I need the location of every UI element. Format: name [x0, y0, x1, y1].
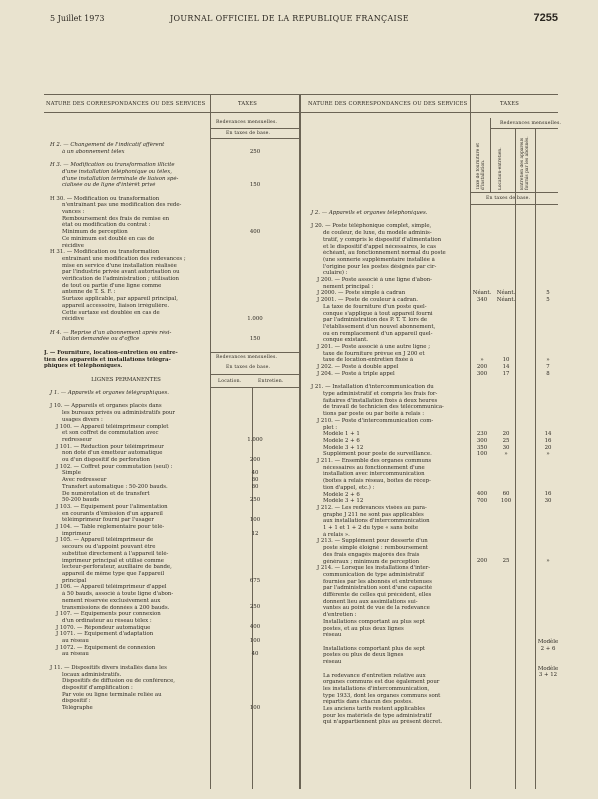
text-line: Installations comportant au plus sept [323, 618, 425, 625]
tax-value: » [546, 451, 550, 458]
text-line: locaux administratifs. [62, 671, 122, 678]
tax-value: 5 [546, 290, 550, 297]
text-line: Télégraphe [62, 705, 93, 712]
tax-value: 25 [502, 558, 510, 565]
text-line: postes, et au plus deux lignes [323, 625, 404, 632]
text-line: par l'administration des P. T. T. lors de [323, 317, 428, 324]
tax-value: 80 [251, 483, 259, 490]
text-line: principal [62, 577, 87, 584]
text-line [44, 658, 208, 665]
text-line: J 102. — Coffret pour commutation (seul) : [56, 463, 173, 470]
text-line: J 211. — Ensemble des organes communs [317, 458, 432, 465]
text-line: à 50 bauds, associé à toute ligne d'abon- [62, 591, 174, 598]
text-line: De numérotation et de transfert [62, 490, 150, 497]
text-line: J 1. — Appareils et organes télégraphiques. [50, 390, 169, 397]
text-line: des frais engagés majorés des frais [323, 551, 420, 558]
text-line: d'un ordinateur au réseau télex : [62, 617, 152, 624]
text-line: l'origine pour les postes désignés par cir- [323, 263, 437, 270]
text-line: J 2. — Appareils et organes téléphoniques. [311, 210, 428, 216]
text-line: récidive [62, 242, 84, 249]
right-redevances-label: Redevances mensuelles. [500, 121, 562, 126]
text-line: plet : [323, 424, 338, 431]
text-line: J 106. — Appareil téléimprimeur d'appel [56, 584, 167, 591]
left-taxes-divider [210, 95, 211, 789]
text-line: J 21. — Installation d'intercommunication du [311, 384, 434, 391]
text-line [44, 323, 208, 330]
text-line: d'entretien : [323, 612, 357, 619]
text-line: conque s'applique à tout appareil fourni [323, 310, 433, 317]
text-line [44, 383, 208, 390]
text-line [44, 155, 208, 162]
tax-value: 100 [249, 704, 261, 711]
text-line: J 20. — Poste téléphonique complet, simple, [311, 223, 432, 230]
text-line: H 30. — Modification ou transformation [50, 195, 160, 202]
text-line: réseau [323, 659, 342, 666]
text-line: de couleur, de luxe, du modèle adminis- [323, 230, 432, 237]
text-line [305, 639, 469, 646]
text-line: liation demandée ou d'office [62, 336, 140, 343]
text-line [44, 189, 208, 196]
text-line: phiques et téléphoniques. [44, 363, 123, 370]
text-line: 50-200 bauds [62, 497, 100, 504]
text-line: téléimprimeur fourni par l'usager [62, 517, 154, 524]
tax-value: 200 [476, 364, 488, 371]
tax-value: 340 [476, 297, 488, 304]
text-line: type administratif et compris les frais for- [323, 390, 438, 397]
text-line: Cette surtaxe est doublée en cas de [62, 309, 160, 316]
tax-value: 200 [249, 456, 261, 463]
tax-value: 16 [544, 437, 552, 444]
entretien-label: Entretien. [258, 379, 284, 384]
text-line: taxe de location-entretien fixée à [323, 357, 414, 364]
tax-value: 250 [249, 497, 261, 504]
text-line: usages divers : [62, 416, 103, 423]
tax-value: 400 [249, 229, 261, 236]
text-line: ou en remplacement d'un appareil quel- [323, 330, 433, 337]
location-entretien-header: Location-entretien. [498, 147, 503, 190]
text-line: Transfert automatique : 50-200 bauds. [62, 483, 168, 490]
text-line [44, 397, 208, 404]
text-line: faitaires d'installation fixés à deux heures [323, 397, 438, 404]
right-col-nature-header: NATURE DES CORRESPONDANCES OU DES SERVICES [308, 101, 468, 107]
table-top-rule [44, 94, 558, 95]
text-line: antenne de T. S. F. : [62, 289, 116, 296]
tax-value: 40 [251, 470, 259, 477]
text-line: J 100. — Appareil téléimprimeur complet [56, 423, 169, 430]
text-line: généraux ; minimum de perception [323, 558, 420, 565]
text-line: différente de celles qui précèdent, elles [323, 592, 432, 599]
text-line: LIGNES PERMANENTES [91, 376, 161, 383]
page-header [50, 14, 558, 30]
journal-title: JOURNAL OFFICIEL DE LA REPUBLIQUE FRANÇAISE [170, 14, 409, 23]
text-line [305, 217, 469, 224]
text-line: J 2000. — Poste simple à cadran [317, 290, 406, 297]
issue-date: 5 Juillet 1973 [50, 14, 105, 23]
text-line: et le dispositif d'appel nécessaires, le cas [323, 243, 437, 250]
rule [470, 204, 558, 205]
text-line: (une sonnerie supplémentaire installée à [323, 256, 435, 263]
text-line [305, 378, 469, 385]
tax-value: 12 [251, 530, 259, 537]
text-line: poste simple éloigné : remboursement [323, 545, 428, 552]
text-line: J 2001. — Poste de couleur à cadran. [317, 297, 418, 304]
text-line: J 204. — Poste à triple appel [317, 370, 395, 377]
rule [210, 138, 299, 139]
text-line: pour les matériels de type administratif [323, 712, 432, 719]
text-line: postes ou plus de deux lignes [323, 652, 404, 659]
tax-value: 100 [249, 637, 261, 644]
text-line: Installations comportant plus de sept [323, 645, 425, 652]
text-line: imprimeur [62, 530, 91, 537]
text-line: J. — Fourniture, location-entretien ou entre- [44, 349, 178, 356]
left-en-taxes-label-2: En taxes de base. [226, 365, 271, 370]
text-line: J 1072. — Equipement de connexion [56, 644, 156, 651]
text-line: nécessaires au fonctionnement d'une [323, 464, 425, 471]
text-line: n'entraînant pas une modification des rede- [62, 202, 182, 209]
text-line: Minimum de perception [62, 229, 128, 236]
tax-value: 100 [500, 498, 512, 505]
text-line: au réseau [62, 638, 89, 645]
text-line: La taxe de fourniture d'un poste quel- [323, 303, 427, 310]
text-line: récidive [62, 316, 84, 323]
text-line: dispositif d'amplification : [62, 684, 133, 691]
text-line: Modèle 3 + 12 [323, 444, 364, 451]
tax-value: 25 [502, 437, 510, 444]
text-line [305, 666, 469, 673]
text-line: communication de type administratif [323, 571, 424, 578]
text-line: non doté d'un émetteur automatique [62, 450, 163, 457]
text-line: lecteur-perforateur, auxiliaire de bande, [62, 564, 172, 571]
text-line: redresseur [62, 436, 92, 443]
tax-value: 14 [544, 431, 552, 438]
text-line: les installations d'intercommunication, [323, 685, 430, 692]
text-line: mise en service d'une installation réalisée [62, 262, 177, 269]
text-line: en courants d'émission d'un appareil [62, 510, 163, 517]
text-line: Modèle 3 + 12 [323, 498, 364, 505]
tax-value: 150 [249, 182, 261, 189]
rule [210, 128, 299, 129]
text-line: fournies par les abonnés et entretenues [323, 578, 432, 585]
tax-value: 30 [544, 498, 552, 505]
text-line: (boîtes à relais réseau, boîtes de récep- [323, 478, 431, 485]
text-line: échéant, au fonctionnement normal du poste [323, 250, 446, 257]
text-line: J 202. — Poste à double appel [317, 364, 399, 371]
text-line: H 31. — Modification ou transformation [50, 249, 160, 256]
text-line: H 4. — Reprise d'un abonnement après rési- [50, 329, 172, 336]
tax-value: 5 [546, 297, 550, 304]
text-line: J 1071. — Equipement d'adaptation [56, 631, 154, 638]
text-line: J 212. — Les redevances visées au para- [317, 504, 427, 511]
text-line: J 11. — Dispositifs divers installés dans les [50, 664, 167, 671]
tax-value: 300 [476, 370, 488, 377]
left-col-taxes-header: TAXES [238, 101, 257, 107]
tax-value: 80 [251, 477, 259, 483]
text-line: Avec redresseur [62, 477, 107, 484]
right-column-values [472, 210, 560, 787]
text-line [44, 370, 208, 377]
text-line: installation avec intercommunication [323, 471, 425, 478]
text-line: tien des appareils et installations télégra- [44, 356, 171, 363]
text-line: Simple [62, 470, 81, 477]
text-line: tions par poste ou par boîte à relais : [323, 411, 425, 418]
left-redevances-label: Redevances mensuelles. [216, 120, 278, 125]
text-line: Modèle 2 + 6 [323, 491, 360, 498]
text-line: au réseau [62, 651, 89, 658]
text-line: état ou modification du contrat : [62, 222, 151, 229]
text-line: vérification de l'administration ; utilisation [62, 276, 179, 283]
right-en-taxes-label: En taxes de base. [486, 196, 531, 201]
tax-value: » [504, 451, 508, 458]
text-line: Modèle 2 + 6 [323, 437, 360, 444]
right-col-taxes-header: TAXES [500, 101, 519, 107]
text-line: J 213. — Supplément pour desserte d'un [317, 538, 428, 545]
center-divider [299, 95, 301, 789]
tax-value: 350 [476, 444, 488, 451]
text-line: d'une installation terminale de liaison spé- [62, 175, 179, 182]
text-line: conque existant. [323, 337, 369, 344]
text-line: par l'administration sont d'une capacité [323, 585, 433, 592]
text-line: type 1933, dont les organes communs sont [323, 692, 441, 699]
text-line: graphe J 211 ne sont pas applicables [323, 511, 424, 518]
tax-value: 60 [502, 491, 510, 498]
right-taxes-divider [470, 95, 471, 789]
text-line: de travail de technicien des télécommunica- [323, 404, 444, 411]
left-column-values [212, 142, 298, 787]
location-label: Location. [218, 379, 242, 384]
tax-value: Néant. [496, 297, 516, 304]
tax-value: 10 [502, 357, 510, 364]
tax-value: 14 [502, 364, 510, 371]
text-line: J 210. — Poste d'intercommunication com- [317, 417, 434, 424]
text-line: nement réservée exclusivement aux [62, 597, 161, 604]
text-line: à relais ». [323, 531, 350, 538]
tax-value: 1.000 [247, 436, 263, 443]
tax-value: Néant. [496, 290, 516, 297]
tax-value: 250 [249, 148, 261, 155]
text-line: ou d'un dispositif de perforation [62, 457, 150, 464]
text-line: tratif, y compris le dispositif d'alimentation [323, 236, 442, 243]
text-line: Modèle 1 + 1 [323, 431, 360, 438]
rule [515, 128, 516, 192]
tax-value: 40 [251, 651, 259, 658]
text-line: et son coffret de commutation avec [62, 430, 159, 437]
tax-value: 300 [476, 437, 488, 444]
text-line: organes communs est due également pour [323, 679, 440, 686]
text-line: appareil accessoire, liaison irrégulière. [62, 302, 170, 309]
text-line: J 101. — Réduction pour téléimprimeur [56, 443, 164, 450]
tax-value: 3 + 12 [538, 672, 558, 679]
left-en-taxes-label: En taxes de base. [226, 131, 271, 136]
text-line: culaire) : [323, 270, 348, 277]
text-line: Ce minimum est doublé en cas de [62, 235, 155, 242]
text-line: répartis dans chacun des postes. [323, 699, 413, 706]
rule [470, 192, 558, 193]
right-column-text [305, 210, 469, 787]
text-line: taxe de fourniture prévue en J 200 et [323, 350, 425, 357]
rule [490, 128, 558, 129]
tax-value: 2 + 6 [540, 645, 556, 652]
text-line: dispositif : [62, 698, 91, 705]
tax-value: 675 [249, 577, 261, 584]
text-line: vantes au point de vue de la redevance [323, 605, 430, 612]
text-line: donnent lieu aux assimilations sui- [323, 598, 418, 605]
text-line: Surtaxe applicable, par appareil principal, [62, 296, 178, 303]
left-col-nature-header: NATURE DES CORRESPONDANCES OU DES SERVICES [46, 101, 206, 107]
text-line: cialisée ou de ligne d'intérêt privé [62, 182, 156, 189]
text-line: l'établissement d'un nouvel abonnement, [323, 323, 436, 330]
text-line: Supplément pour poste de surveillance. [323, 451, 432, 458]
text-line: qui n'appartiennent plus au présent décret. [323, 719, 443, 726]
tax-value: 20 [544, 444, 552, 451]
text-line: par l'industrie privée avant autorisation ou [62, 269, 180, 276]
text-line: J 107. — Equipements pour connexion [56, 611, 161, 618]
text-line: J 201. — Poste associé à une autre ligne ; [317, 344, 431, 351]
tax-value: 250 [249, 604, 261, 611]
text-line: J 104. — Table réglementaire pour télé- [56, 524, 165, 531]
tax-value: » [546, 357, 550, 364]
text-line [44, 343, 208, 350]
tax-value: Modèle [537, 638, 559, 645]
tax-value: 7 [546, 364, 550, 371]
text-line: entraînant une modification des redevances ; [62, 255, 186, 262]
tax-value: 230 [476, 431, 488, 438]
tax-value: 16 [544, 491, 552, 498]
tax-value: 400 [476, 491, 488, 498]
text-line: J 105. — Appareil téléimprimeur de [56, 537, 154, 544]
text-line: J 10. — Appareils et organes placés dans [50, 403, 162, 410]
text-line: transmissions de données à 200 bauds. [62, 604, 170, 611]
text-line: Remboursement des frais de remise en [62, 215, 170, 222]
text-line: réseau [323, 632, 342, 639]
tax-value: 100 [476, 451, 488, 458]
text-line: 1 + 1 et 1 + 2 du type « sans boîte [323, 525, 419, 532]
page-number: 7255 [533, 12, 558, 24]
text-line: substitué directement à l'appareil télé- [62, 550, 169, 557]
tax-value: 700 [476, 498, 488, 505]
text-line: aux installations d'intercommunication [323, 518, 430, 525]
left-redevances-label-2: Redevances mensuelles. [216, 355, 278, 360]
entretien-header: Entretien des appareils fournis par les abonnés. [520, 136, 530, 190]
text-line: secours ou d'appoint pouvant être [62, 544, 156, 551]
text-line: de tout ou partie d'une ligne comme [62, 282, 162, 289]
rule [535, 128, 536, 192]
tax-value: Néant. [472, 290, 492, 297]
tax-value: 8 [546, 370, 550, 377]
text-line: imprimeur principal et utilisé comme [62, 557, 164, 564]
text-line: Les anciens tarifs restent applicables [323, 706, 426, 713]
text-line: vances : [62, 209, 85, 216]
text-line: J 1070. — Répondeur automatique [56, 624, 151, 631]
left-column-text [44, 142, 208, 787]
text-line: H 3. — Modification ou transformation illicite [50, 162, 175, 169]
tax-value: » [546, 558, 550, 565]
text-line: à un abonnement télex [62, 148, 125, 155]
tax-value: » [480, 357, 484, 364]
text-line: nement principal : [323, 283, 374, 290]
tax-value: 20 [502, 431, 510, 438]
text-line: J 103. — Equipement pour l'alimentation [56, 503, 168, 510]
rule [490, 118, 491, 192]
tax-value: 17 [502, 370, 510, 377]
text-line: d'une installation téléphonique ou télex, [62, 168, 173, 175]
fourniture-header: Taxe de fourniture et d'installation. [476, 143, 486, 190]
tax-value: Modèle [537, 665, 559, 672]
table-head-rule [44, 112, 558, 113]
text-line: La redevance d'entretien relative aux [323, 672, 426, 679]
text-line: J 200. — Poste associé à une ligne d'abon- [317, 277, 433, 284]
tax-value: 400 [249, 624, 261, 631]
text-line: Par voie ou ligne terminale reliée au [62, 691, 162, 698]
text-line: tion d'appel, etc.) : [323, 484, 375, 491]
text-line: les bureaux privés ou administratifs pour [62, 410, 175, 417]
tax-value: 100 [249, 517, 261, 524]
text-line: appareil de même type que l'appareil [62, 571, 165, 577]
tax-value: 150 [249, 336, 261, 343]
text-line: H 2. — Changement de l'indicatif afférent [50, 142, 165, 148]
tax-value: 30 [502, 444, 510, 451]
tax-value: 200 [476, 558, 488, 565]
tax-value: 1.000 [247, 316, 263, 323]
text-line: Dispositifs de diffusion ou de conférence, [62, 678, 175, 685]
text-line: J 214. — Lorsque les installations d'inter- [317, 565, 431, 572]
